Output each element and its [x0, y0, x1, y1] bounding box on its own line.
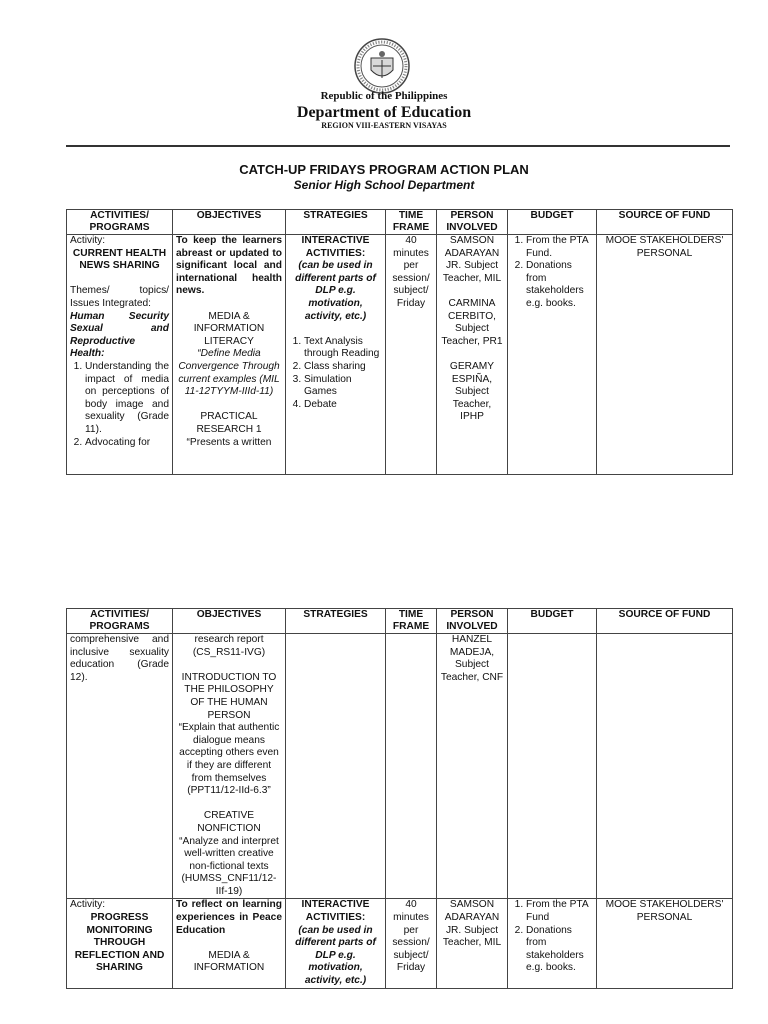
objective-main: To keep the learners abreast or updated to significant local and international health news. — [176, 235, 282, 297]
themes-label: Themes/ topics/ Issues Integrated: — [70, 285, 169, 309]
activities-cell: comprehensive and inclusive sexuality education (Grade 12). — [67, 634, 173, 899]
col-header-activities: ACTIVITIES/ PROGRAMS — [67, 609, 173, 634]
list-item: 2. Class sharing — [304, 361, 382, 374]
strategies-cell — [286, 235, 386, 475]
activity-label: Activity: — [70, 899, 106, 911]
table-header-row — [67, 210, 733, 235]
activity-name: CURRENT HEALTH NEWS SHARING — [72, 247, 167, 272]
subject-name: MEDIA & INFORMATION — [193, 949, 265, 974]
person-entry: CARMINA CERBITO, Subject Teacher, PR1 — [441, 297, 503, 347]
strategies-title: INTERACTIVE ACTIVITIES: — [301, 899, 370, 924]
person-involved-cell — [437, 235, 508, 475]
col-header-objectives: OBJECTIVES — [173, 609, 286, 634]
objectives-cell — [173, 899, 286, 988]
person-entry: SAMSON ADARAYAN JR. Subject Teacher, MIL — [442, 235, 502, 284]
strategies-title: INTERACTIVE ACTIVITIES: — [301, 235, 370, 259]
col-header-source-of-fund: SOURCE OF FUND — [597, 210, 733, 235]
person-entry: GERAMY ESPIÑA, Subject Teacher, IPHP — [449, 360, 495, 423]
list-item: 3. Simulation Games — [304, 374, 382, 399]
issue-label: Human Security Sexual and Reproductive Health: — [70, 310, 169, 360]
action-plan-table-1 — [66, 209, 733, 475]
strategies-cell — [286, 634, 386, 899]
activities-cell — [67, 235, 173, 475]
list-item: 1. Text Analysis through Reading — [304, 336, 382, 361]
learning-competency: “Define Media Convergence Through current examples (MIL 11-12TYYM-IIId-11) — [178, 348, 280, 398]
col-header-budget: BUDGET — [508, 210, 597, 235]
col-header-activities: ACTIVITIES/ PROGRAMS — [67, 210, 173, 235]
strategies-note: (can be used in different parts of DLP e.g. motivation, activity, etc.) — [295, 924, 376, 987]
list-item: 1. From the PTA Fund — [526, 899, 593, 924]
table-header-row — [67, 609, 733, 634]
action-plan-table-2 — [66, 608, 733, 989]
list-item: 4. Debate — [304, 399, 382, 412]
activity-label: Activity: — [70, 235, 106, 246]
time-frame-cell: 40 minutes per session/ subject/ Friday — [386, 235, 437, 475]
deped-seal-logo — [354, 38, 410, 94]
strategies-cell — [286, 899, 386, 988]
region-line: REGION VIII-EASTERN VISAYAS — [321, 121, 447, 130]
col-header-budget: BUDGET — [508, 609, 597, 634]
source-of-fund-cell: MOOE STAKEHOLDERS' PERSONAL — [597, 899, 733, 988]
table-row — [67, 899, 733, 988]
learning-competency: “Analyze and interpret well-written creative non-fictional texts (HUMSS_CNF11/12-IIf-19) — [179, 835, 279, 897]
col-header-strategies: STRATEGIES — [286, 609, 386, 634]
republic-line: Republic of the Philippines — [320, 90, 448, 102]
list-item: 1. Understanding the impact of media on perceptions of body image and sexuality (Grade 11). — [85, 361, 169, 437]
source-of-fund-cell — [597, 634, 733, 899]
list-item: 1. From the PTA Fund. — [526, 235, 593, 260]
person-involved-cell: SAMSON ADARAYAN JR. Subject Teacher, MIL — [437, 899, 508, 988]
col-header-person-involved: PERSON INVOLVED — [437, 609, 508, 634]
strategies-note: (can be used in different parts of DLP e.g. motivation, activity, etc.) — [295, 260, 376, 322]
col-header-person-involved: PERSON INVOLVED — [437, 210, 508, 235]
department-name: Department of Education — [296, 104, 472, 121]
learning-competency: research report (CS_RS11-IVG) — [192, 634, 266, 658]
list-item: 2. Advocating for — [85, 437, 169, 450]
budget-cell — [508, 235, 597, 475]
col-header-time-frame: TIME FRAME — [386, 609, 437, 634]
budget-cell — [508, 899, 597, 988]
col-header-source-of-fund: SOURCE OF FUND — [597, 609, 733, 634]
time-frame-cell — [386, 634, 437, 899]
list-item: 2. Donations from stakeholders e.g. books. — [526, 925, 593, 975]
person-involved-cell: HANZEL MADEJA, Subject Teacher, CNF — [437, 634, 508, 899]
learning-competency: “Presents a written — [186, 436, 272, 448]
col-header-strategies: STRATEGIES — [286, 210, 386, 235]
learning-competency: “Explain that authentic dialogue means accepting others even if they are different from themselves (PPT11/12-IId-6.3” — [178, 722, 280, 797]
subject-name: INTRODUCTION TO THE PHILOSOPHY OF THE HUMAN PERSON — [181, 671, 277, 721]
subject-name: CREATIVE NONFICTION — [197, 810, 261, 834]
subject-name: PRACTICAL RESEARCH 1 — [196, 411, 262, 435]
document-subtitle: Senior High School Department — [293, 178, 475, 192]
subject-name: MEDIA & INFORMATION LITERACY — [193, 310, 265, 347]
source-of-fund-cell: MOOE STAKEHOLDERS' PERSONAL — [597, 235, 733, 475]
activities-cell — [67, 899, 173, 988]
objective-main: To reflect on learning experiences in Peace Education — [176, 899, 282, 936]
list-item: 2. Donations from stakeholders e.g. books. — [526, 260, 593, 310]
table-row — [67, 235, 733, 475]
document-title: CATCH-UP FRIDAYS PROGRAM ACTION PLAN — [239, 162, 529, 177]
objectives-cell — [173, 235, 286, 475]
time-frame-cell: 40 minutes per session/ subject/ Friday — [386, 899, 437, 988]
table-row — [67, 634, 733, 899]
objectives-cell — [173, 634, 286, 899]
activity-name: PROGRESS MONITORING THROUGH REFLECTION AND SHARING — [74, 912, 165, 974]
col-header-objectives: OBJECTIVES — [173, 210, 286, 235]
col-header-time-frame: TIME FRAME — [386, 210, 437, 235]
header-divider — [66, 145, 730, 147]
budget-cell — [508, 634, 597, 899]
